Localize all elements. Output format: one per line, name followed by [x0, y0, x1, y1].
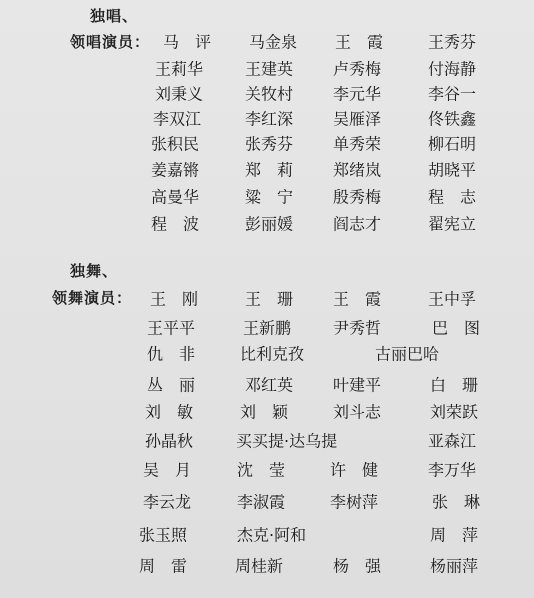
performer-name: 高曼华 — [151, 187, 200, 207]
performer-name: 周桂新 — [235, 556, 284, 576]
performer-name: 李树萍 — [330, 492, 379, 512]
performer-name: 王 霞 — [333, 289, 382, 309]
performer-name: 彭丽媛 — [245, 214, 294, 234]
section2-heading-line2: 领舞演员： — [52, 289, 133, 307]
performer-name: 粱 宁 — [245, 187, 294, 207]
performer-name: 郑绪岚 — [333, 160, 382, 180]
performer-name: 程 波 — [151, 214, 200, 234]
performer-name: 关牧村 — [245, 84, 294, 104]
performer-name: 吴 月 — [143, 460, 192, 480]
performer-name: 单秀荣 — [333, 134, 382, 154]
performer-name: 姜嘉锵 — [151, 160, 200, 180]
performer-name: 刘 敏 — [145, 402, 194, 422]
performer-name: 买买提·达乌提 — [236, 431, 338, 451]
performer-name: 王平平 — [147, 318, 196, 338]
performer-name: 张积民 — [151, 134, 200, 154]
performer-name: 比利克孜 — [240, 344, 305, 364]
performer-name: 张玉照 — [139, 525, 188, 545]
performer-name: 李万华 — [428, 460, 477, 480]
performer-name: 沈 莹 — [237, 460, 286, 480]
performer-name: 殷秀梅 — [333, 187, 382, 207]
performer-name: 李云龙 — [143, 492, 192, 512]
performer-name: 刘斗志 — [333, 402, 382, 422]
performer-name: 邓红英 — [245, 375, 294, 395]
performer-name: 仇 非 — [147, 344, 196, 364]
performer-name: 古丽巴哈 — [375, 344, 440, 364]
performer-name: 李红深 — [245, 109, 294, 129]
performer-name: 卢秀梅 — [333, 59, 382, 79]
performer-name: 王建英 — [245, 59, 294, 79]
performer-name: 亚森江 — [428, 431, 477, 451]
performer-name: 翟宪立 — [428, 214, 477, 234]
performer-name: 杰克·阿和 — [237, 525, 307, 545]
performer-name: 李淑霞 — [237, 492, 286, 512]
performer-name: 巴 图 — [432, 318, 481, 338]
section2-heading-line1: 独舞、 — [70, 262, 119, 280]
performer-name: 王 珊 — [245, 289, 294, 309]
performer-name: 许 健 — [330, 460, 379, 480]
performer-name: 李双江 — [153, 109, 202, 129]
performer-name: 付海静 — [428, 59, 477, 79]
performer-name: 佟铁鑫 — [428, 109, 477, 129]
performer-name: 周 雷 — [139, 556, 188, 576]
performer-name: 柳石明 — [428, 134, 477, 154]
performer-name: 胡晓平 — [428, 160, 477, 180]
performer-name: 张秀芬 — [245, 134, 294, 154]
performer-name: 郑 莉 — [245, 160, 294, 180]
performer-name: 丛 丽 — [147, 375, 196, 395]
performer-name: 马金泉 — [249, 32, 298, 52]
performer-name: 程 志 — [428, 187, 477, 207]
performer-name: 张 琳 — [432, 492, 481, 512]
performer-name: 李谷一 — [428, 84, 477, 104]
performer-name: 王中孚 — [428, 289, 477, 309]
performer-name: 王秀芬 — [428, 32, 477, 52]
performer-name: 王新鹏 — [243, 318, 292, 338]
section1-heading-line1: 独唱、 — [90, 7, 139, 25]
performer-name: 马 评 — [163, 32, 212, 52]
performer-name: 王莉华 — [155, 59, 204, 79]
performer-name: 王 刚 — [150, 289, 199, 309]
performer-name: 刘荣跃 — [430, 402, 479, 422]
performer-name: 尹秀哲 — [333, 318, 382, 338]
performer-name: 孙晶秋 — [145, 431, 194, 451]
performer-name: 叶建平 — [333, 375, 382, 395]
performer-name: 王 霞 — [335, 32, 384, 52]
section1-heading-line2: 领唱演员： — [70, 33, 151, 51]
performer-name: 吴雁泽 — [333, 109, 382, 129]
performer-name: 李元华 — [333, 84, 382, 104]
performer-name: 周 萍 — [430, 525, 479, 545]
performer-name: 刘秉义 — [155, 84, 204, 104]
performer-name: 杨丽萍 — [430, 556, 479, 576]
performer-name: 白 珊 — [430, 375, 479, 395]
performer-name: 阎志才 — [333, 214, 382, 234]
performer-name: 杨 强 — [333, 556, 382, 576]
performer-name: 刘 颖 — [240, 402, 289, 422]
